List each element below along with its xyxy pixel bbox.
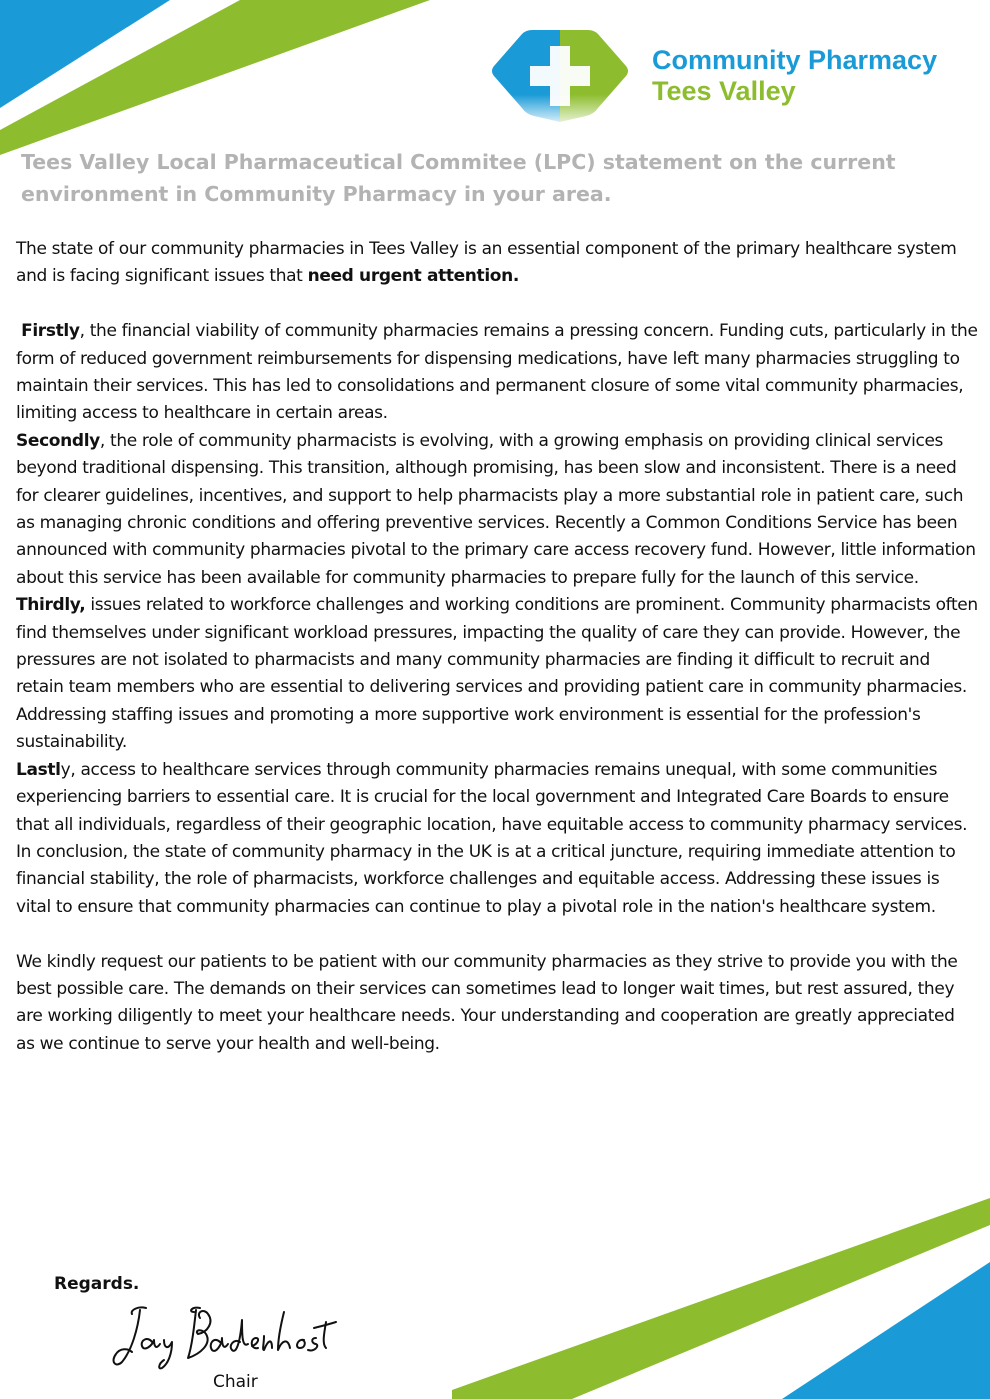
medical-cross-logo-icon	[490, 28, 630, 123]
intro-text: The state of our community pharmacies in Tees Valley is an essential component of the primary healthcare system and is facing significant issues that	[16, 239, 957, 287]
firstly-paragraph	[16, 318, 978, 428]
thirdly-paragraph	[16, 592, 978, 756]
secondly-text: , the role of community pharmacists is evolving, with a growing emphasis on providing clinical services beyond traditional dispensing. This transition, although promising, has been slow and inconsistent. There is a need for clearer guidelines, incentives, and support to help pharmacists play a more substantial role in patient care, such as managing chronic conditions and offering preventive services. Recently a Common Conditions Service has been announced with community pharmacies pivotal to the primary care access recovery fund. However, little information about this service has been available for community pharmacies to prepare fully for the launch of this service.	[16, 430, 976, 588]
document-title: Tees Valley Local Pharmaceutical Commitee (LPC) statement on the current environment in Community Pharmacy in your area.	[21, 150, 896, 206]
conclusion-paragraph: In conclusion, the state of community pharmacy in the UK is at a critical juncture, requiring immediate attention to financial stability, the role of pharmacists, workforce challenges and equitable access. Addressing these issues is vital to ensure that community pharmacies can continue to play a pivotal role in the nation's healthcare system.	[16, 841, 956, 917]
thirdly-lead: Thirdly,	[16, 595, 86, 616]
org-name-line2: Tees Valley	[652, 76, 796, 106]
secondly-lead: Secondly	[16, 430, 100, 451]
firstly-text: , the financial viability of community pharmacies remains a pressing concern. Funding cuts, particularly in the form of reduced government reimbursements for dispensing medications, have left many pharmacies struggling to maintain their services. This has led to consolidations and permanent closure of some vital community pharmacies, limiting access to healthcare in certain areas.	[16, 321, 978, 424]
lastly-lead: Lastl	[16, 759, 61, 780]
handwritten-signature	[108, 1298, 338, 1370]
regards-label: Regards.	[54, 1274, 140, 1294]
request-paragraph: We kindly request our patients to be patient with our community pharmacies as they strive to provide you with the best possible care. The demands on their services can sometimes lead to longer wait times, but rest assured, they are working diligently to meet your healthcare needs. Your understanding and cooperation are greatly appreciated as we continue to serve your health and well-being.	[16, 951, 958, 1054]
intro-paragraph	[16, 236, 978, 291]
document-body	[16, 236, 978, 1058]
lastly-paragraph	[16, 757, 978, 839]
lastly-text: y, access to healthcare services through community pharmacies remains unequal, with some communities experiencing barriers to essential care. It is crucial for the local government and Integrated Care Boards to ensure that all individuals, regardless of their geographic location, have equitable access to community pharmacy services.	[16, 759, 968, 835]
intro-emphasis: need urgent attention.	[307, 266, 519, 287]
org-name-line1: Community Pharmacy	[652, 45, 938, 75]
thirdly-text: issues related to workforce challenges and working conditions are prominent. Community pharmacists often find themselves under significant workload pressures, impacting the quality of care they can provide. However, the pressures are not isolated to pharmacists and many community pharmacies are finding it difficult to recruit and retain team members who are essential to delivering services and providing patient care in community pharmacies. Addressing staffing issues and promoting a more supportive work environment is essential for the profession's sustainability.	[16, 595, 978, 753]
secondly-paragraph	[16, 428, 978, 592]
firstly-lead: Firstly	[21, 321, 80, 342]
org-name	[652, 44, 937, 106]
signatory-role: Chair	[213, 1372, 258, 1392]
